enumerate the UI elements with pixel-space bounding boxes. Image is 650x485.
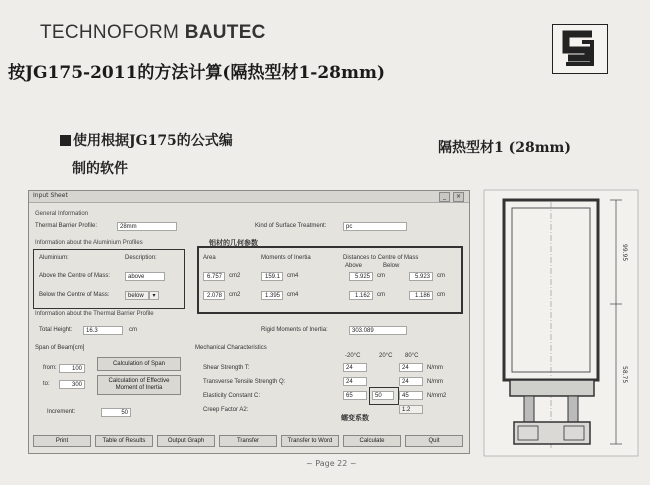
- above-dist2-field[interactable]: 5.923: [409, 272, 433, 281]
- headline: 按JG175-2011的方法计算(隔热型材1-28mm): [8, 63, 386, 83]
- below-label: Below the Centre of Mass:: [39, 292, 110, 298]
- aluminium-label: Aluminium:: [39, 255, 69, 261]
- shear-unit: N/mm: [427, 365, 443, 371]
- general-info-heading: General Information: [35, 211, 89, 217]
- moments-header: Moments of Inertia: [261, 255, 311, 261]
- dimension-mid-label: 58.75: [621, 366, 628, 384]
- from-label: from:: [43, 365, 57, 371]
- above-area-field[interactable]: 6.757: [203, 272, 225, 281]
- shear-label: Shear Strength T:: [203, 365, 250, 371]
- brand-title: [40, 22, 266, 44]
- elastic-label: Elasticity Constant C:: [203, 393, 261, 399]
- elastic-m20-field[interactable]: 65: [343, 391, 367, 400]
- below-dist1-field[interactable]: 1.162: [349, 291, 373, 300]
- above-header: Above: [345, 263, 363, 269]
- below-desc-field[interactable]: below: [125, 291, 149, 300]
- elastic-20-field[interactable]: 50: [372, 391, 394, 400]
- mech-heading: Mechanical Characteristics: [195, 345, 267, 351]
- calculate-button[interactable]: Calculate: [343, 435, 401, 447]
- below-dist2-unit: cm: [437, 292, 445, 298]
- transfer-to-word-button[interactable]: Transfer to Word: [281, 435, 339, 447]
- below-dist1-unit: cm: [377, 292, 385, 298]
- increment-label: Increment:: [47, 409, 76, 415]
- profile-field[interactable]: 28mm: [117, 222, 177, 231]
- below-header: Below: [383, 263, 400, 269]
- dimension-top-label: 99.95: [621, 244, 628, 262]
- total-height-unit: cm: [129, 327, 137, 333]
- above-label: Above the Centre of Mass:: [39, 273, 111, 279]
- tensile-unit: N/mm: [427, 379, 443, 385]
- tensile-m20-field[interactable]: 24: [343, 377, 367, 386]
- calculation-effective-moment-button[interactable]: [97, 375, 181, 395]
- total-height-field[interactable]: 16.3: [83, 326, 123, 335]
- print-button[interactable]: Print: [33, 435, 91, 447]
- quit-button[interactable]: Quit: [405, 435, 463, 447]
- temp-minus20-header: -20°C: [345, 353, 361, 359]
- table-of-results-button[interactable]: Table of Results: [95, 435, 153, 447]
- window-titlebar: [29, 191, 469, 203]
- below-dist2-field[interactable]: 1.186: [409, 291, 433, 300]
- creep-label: Creep Factor A2:: [203, 407, 249, 413]
- above-desc-field[interactable]: above: [125, 272, 165, 281]
- above-dist1-field[interactable]: 5.925: [349, 272, 373, 281]
- above-dist1-unit: cm: [377, 273, 385, 279]
- input-sheet-window: [28, 190, 470, 454]
- temp-20-header: 20°C: [379, 353, 393, 359]
- dropdown-arrow-icon[interactable]: ▾: [149, 291, 159, 300]
- calc-eff-line1: Calculation of Effective: [108, 378, 170, 384]
- page-footer: ~ Page 22 ~: [306, 459, 357, 468]
- close-icon[interactable]: ×: [453, 192, 464, 202]
- profile-section-drawing: [478, 186, 644, 460]
- above-dist2-unit: cm: [437, 273, 445, 279]
- elastic-80-field[interactable]: 45: [399, 391, 423, 400]
- description-label: Description:: [125, 255, 157, 261]
- below-moment-unit: cm4: [287, 292, 299, 298]
- output-graph-button[interactable]: Output Graph: [157, 435, 215, 447]
- to-field[interactable]: 300: [59, 380, 85, 389]
- profile-title: 隔热型材1 (28mm): [438, 140, 571, 156]
- elastic-unit: N/mm2: [427, 393, 447, 399]
- surface-field[interactable]: pc: [343, 222, 407, 231]
- below-area-unit: cm2: [229, 292, 241, 298]
- creep-field[interactable]: 1.2: [399, 405, 423, 414]
- rigid-field[interactable]: 303.089: [349, 326, 407, 335]
- technoform-logo: [552, 24, 608, 74]
- above-area-unit: cm2: [229, 273, 241, 279]
- distances-header: Distances to Centre of Mass: [343, 255, 419, 261]
- surface-label: Kind of Surface Treatment:: [255, 223, 327, 229]
- temp-80-header: 80°C: [405, 353, 419, 359]
- tb-info-heading: Information about the Thermal Barrier Profile: [35, 311, 154, 317]
- subtitle-line1: [60, 130, 233, 150]
- area-header: Area: [203, 255, 216, 261]
- subtitle-line1-text: 使用根据JG175的公式编: [73, 133, 233, 149]
- to-label: to:: [43, 381, 50, 387]
- total-height-label: Total Height:: [39, 327, 73, 333]
- calc-eff-line2: Moment of Inertia: [115, 385, 163, 391]
- shear-80-field[interactable]: 24: [399, 363, 423, 372]
- brand-light: TECHNOFORM: [40, 22, 185, 43]
- alu-info-heading: Information about the Aluminium Profiles: [35, 240, 143, 246]
- increment-field[interactable]: 50: [101, 408, 131, 417]
- window-title: Input Sheet: [33, 192, 68, 199]
- profile-label: Thermal Barrier Profile:: [35, 223, 98, 229]
- span-heading: Span of Beam[cm]: [35, 345, 85, 351]
- tensile-label: Transverse Tensile Strength Q:: [203, 379, 286, 385]
- above-moment-field[interactable]: 159.1: [261, 272, 283, 281]
- handwritten-creep-note: 蠕变系数: [341, 413, 369, 422]
- subtitle-line2: 制的软件: [72, 161, 128, 177]
- tensile-80-field[interactable]: 24: [399, 377, 423, 386]
- bullet-square-icon: [60, 135, 71, 146]
- handwritten-alu-note: 铝材的几何参数: [209, 238, 258, 247]
- below-area-field[interactable]: 2.078: [203, 291, 225, 300]
- shear-m20-field[interactable]: 24: [343, 363, 367, 372]
- minimize-icon[interactable]: _: [439, 192, 450, 202]
- rigid-label: Rigid Moments of Inertia:: [261, 327, 328, 333]
- from-field[interactable]: 100: [59, 364, 85, 373]
- above-moment-unit: cm4: [287, 273, 299, 279]
- below-moment-field[interactable]: 1.395: [261, 291, 283, 300]
- transfer-button[interactable]: Transfer: [219, 435, 277, 447]
- calculation-of-span-button[interactable]: Calculation of Span: [97, 357, 181, 371]
- brand-bold: BAUTEC: [184, 22, 266, 43]
